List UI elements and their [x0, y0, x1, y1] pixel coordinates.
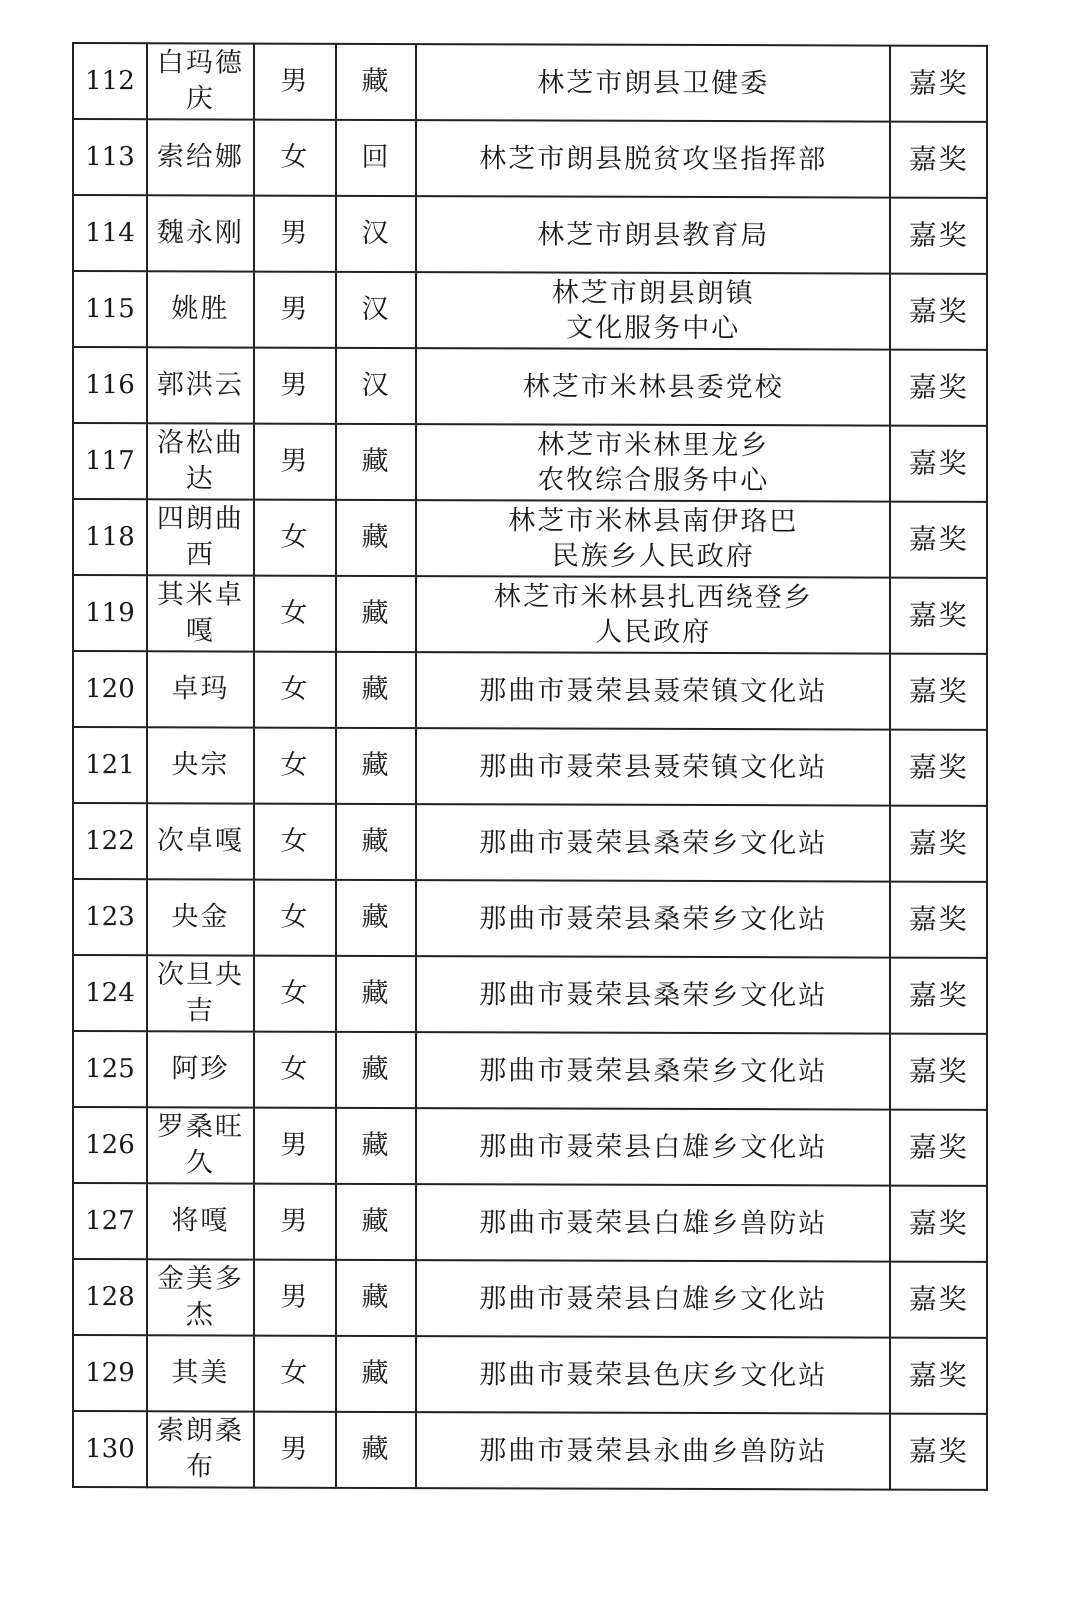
gender: 女: [254, 576, 336, 652]
award-type: 嘉奖: [890, 426, 987, 502]
award-type: 嘉奖: [890, 654, 987, 730]
gender: 女: [254, 652, 336, 728]
row-number: 120: [73, 651, 147, 727]
person-name: 其美: [147, 1335, 254, 1411]
table-row: [73, 803, 987, 882]
row-number: 128: [73, 1259, 147, 1335]
gender: 女: [254, 728, 336, 804]
person-name: 金美多杰: [147, 1259, 254, 1335]
table-row: [73, 1107, 987, 1186]
gender: 女: [254, 956, 336, 1032]
ethnicity: 藏: [336, 804, 416, 880]
gender: 男: [254, 272, 336, 348]
work-unit: 林芝市朗县朗镇 文化服务中心: [416, 272, 890, 349]
person-name: 阿珍: [147, 1031, 254, 1107]
award-type: 嘉奖: [890, 350, 987, 426]
work-unit: 林芝市朗县脱贫攻坚指挥部: [416, 120, 890, 197]
person-name: 洛松曲达: [147, 423, 254, 499]
table-row: [73, 195, 987, 274]
work-unit: 那曲市聂荣县色庆乡文化站: [416, 1336, 890, 1413]
gender: 男: [254, 196, 336, 272]
row-number: 125: [73, 1031, 147, 1107]
person-name: 央金: [147, 879, 254, 955]
gender: 男: [254, 44, 336, 120]
work-unit: 林芝市米林县委党校: [416, 348, 890, 425]
row-number: 116: [73, 347, 147, 423]
gender: 男: [254, 1184, 336, 1260]
person-name: 郭洪云: [147, 347, 254, 423]
row-number: 124: [73, 955, 147, 1031]
work-unit: 那曲市聂荣县聂荣镇文化站: [416, 652, 890, 729]
ethnicity: 汉: [336, 348, 416, 424]
ethnicity: 藏: [336, 728, 416, 804]
work-unit: 那曲市聂荣县白雄乡文化站: [416, 1260, 890, 1337]
award-type: 嘉奖: [890, 502, 987, 578]
award-type: 嘉奖: [890, 1186, 987, 1262]
work-unit: 那曲市聂荣县桑荣乡文化站: [416, 804, 890, 881]
table-row: [73, 423, 987, 502]
ethnicity: 藏: [336, 44, 416, 120]
table-row: [73, 1259, 987, 1338]
table-body: [73, 43, 987, 1490]
award-type: 嘉奖: [890, 1034, 987, 1110]
ethnicity: 藏: [336, 576, 416, 652]
ethnicity: 回: [336, 120, 416, 196]
work-unit: 那曲市聂荣县桑荣乡文化站: [416, 956, 890, 1033]
row-number: 114: [73, 195, 147, 271]
table-row: [73, 347, 987, 426]
table-row: [73, 1031, 987, 1110]
award-type: 嘉奖: [890, 958, 987, 1034]
table-row: [73, 879, 987, 958]
person-name: 其米卓嘎: [147, 575, 254, 651]
table-row: [73, 1183, 987, 1262]
gender: 女: [254, 1336, 336, 1412]
person-name: 索给娜: [147, 119, 254, 195]
row-number: 117: [73, 423, 147, 499]
row-number: 115: [73, 271, 147, 347]
gender: 女: [254, 120, 336, 196]
table-row: [73, 43, 987, 122]
award-type: 嘉奖: [890, 1262, 987, 1338]
person-name: 卓玛: [147, 651, 254, 727]
gender: 男: [254, 424, 336, 500]
person-name: 罗桑旺久: [147, 1107, 254, 1183]
award-type: 嘉奖: [890, 578, 987, 654]
ethnicity: 藏: [336, 1108, 416, 1184]
table-row: [73, 955, 987, 1034]
table-row: [73, 727, 987, 806]
table-row: [73, 271, 987, 350]
ethnicity: 汉: [336, 196, 416, 272]
person-name: 将嘎: [147, 1183, 254, 1259]
work-unit: 林芝市朗县卫健委: [416, 44, 890, 121]
award-type: 嘉奖: [890, 730, 987, 806]
ethnicity: 藏: [336, 1336, 416, 1412]
table-row: [73, 1411, 987, 1490]
work-unit: 林芝市朗县教育局: [416, 196, 890, 273]
gender: 男: [254, 1412, 336, 1488]
gender: 男: [254, 348, 336, 424]
table-row: [73, 651, 987, 730]
award-type: 嘉奖: [890, 1110, 987, 1186]
award-type: 嘉奖: [890, 806, 987, 882]
row-number: 113: [73, 119, 147, 195]
person-name: 白玛德庆: [147, 43, 254, 119]
gender: 女: [254, 1032, 336, 1108]
person-name: 央宗: [147, 727, 254, 803]
person-name: 次旦央吉: [147, 955, 254, 1031]
table-row: [73, 499, 987, 578]
table-row: [73, 1335, 987, 1414]
ethnicity: 藏: [336, 1260, 416, 1336]
person-name: 姚胜: [147, 271, 254, 347]
award-type: 嘉奖: [890, 1338, 987, 1414]
gender: 男: [254, 1108, 336, 1184]
work-unit: 那曲市聂荣县桑荣乡文化站: [416, 1032, 890, 1109]
award-type: 嘉奖: [890, 274, 987, 350]
row-number: 130: [73, 1411, 147, 1487]
row-number: 123: [73, 879, 147, 955]
work-unit: 林芝市米林里龙乡 农牧综合服务中心: [416, 424, 890, 501]
row-number: 121: [73, 727, 147, 803]
work-unit: 那曲市聂荣县聂荣镇文化站: [416, 728, 890, 805]
ethnicity: 藏: [336, 956, 416, 1032]
ethnicity: 汉: [336, 272, 416, 348]
ethnicity: 藏: [336, 1184, 416, 1260]
ethnicity: 藏: [336, 1032, 416, 1108]
work-unit: 那曲市聂荣县白雄乡文化站: [416, 1108, 890, 1185]
work-unit: 那曲市聂荣县永曲乡兽防站: [416, 1412, 890, 1489]
row-number: 127: [73, 1183, 147, 1259]
ethnicity: 藏: [336, 652, 416, 728]
gender: 女: [254, 880, 336, 956]
person-name: 四朗曲西: [147, 499, 254, 575]
work-unit: 林芝市米林县南伊珞巴 民族乡人民政府: [416, 500, 890, 577]
row-number: 126: [73, 1107, 147, 1183]
work-unit: 林芝市米林县扎西绕登乡 人民政府: [416, 576, 890, 653]
row-number: 112: [73, 43, 147, 119]
row-number: 129: [73, 1335, 147, 1411]
award-type: 嘉奖: [890, 882, 987, 958]
person-name: 索朗桑布: [147, 1411, 254, 1487]
award-type: 嘉奖: [890, 122, 987, 198]
person-name: 魏永刚: [147, 195, 254, 271]
ethnicity: 藏: [336, 880, 416, 956]
ethnicity: 藏: [336, 424, 416, 500]
work-unit: 那曲市聂荣县桑荣乡文化站: [416, 880, 890, 957]
ethnicity: 藏: [336, 500, 416, 576]
row-number: 118: [73, 499, 147, 575]
table-row: [73, 119, 987, 198]
work-unit: 那曲市聂荣县白雄乡兽防站: [416, 1184, 890, 1261]
table-row: [73, 575, 987, 654]
gender: 男: [254, 1260, 336, 1336]
award-list-table: [72, 42, 988, 1491]
person-name: 次卓嘎: [147, 803, 254, 879]
award-type: 嘉奖: [890, 46, 987, 122]
award-type: 嘉奖: [890, 1414, 987, 1490]
gender: 女: [254, 500, 336, 576]
row-number: 119: [73, 575, 147, 651]
award-type: 嘉奖: [890, 198, 987, 274]
row-number: 122: [73, 803, 147, 879]
gender: 女: [254, 804, 336, 880]
ethnicity: 藏: [336, 1412, 416, 1488]
